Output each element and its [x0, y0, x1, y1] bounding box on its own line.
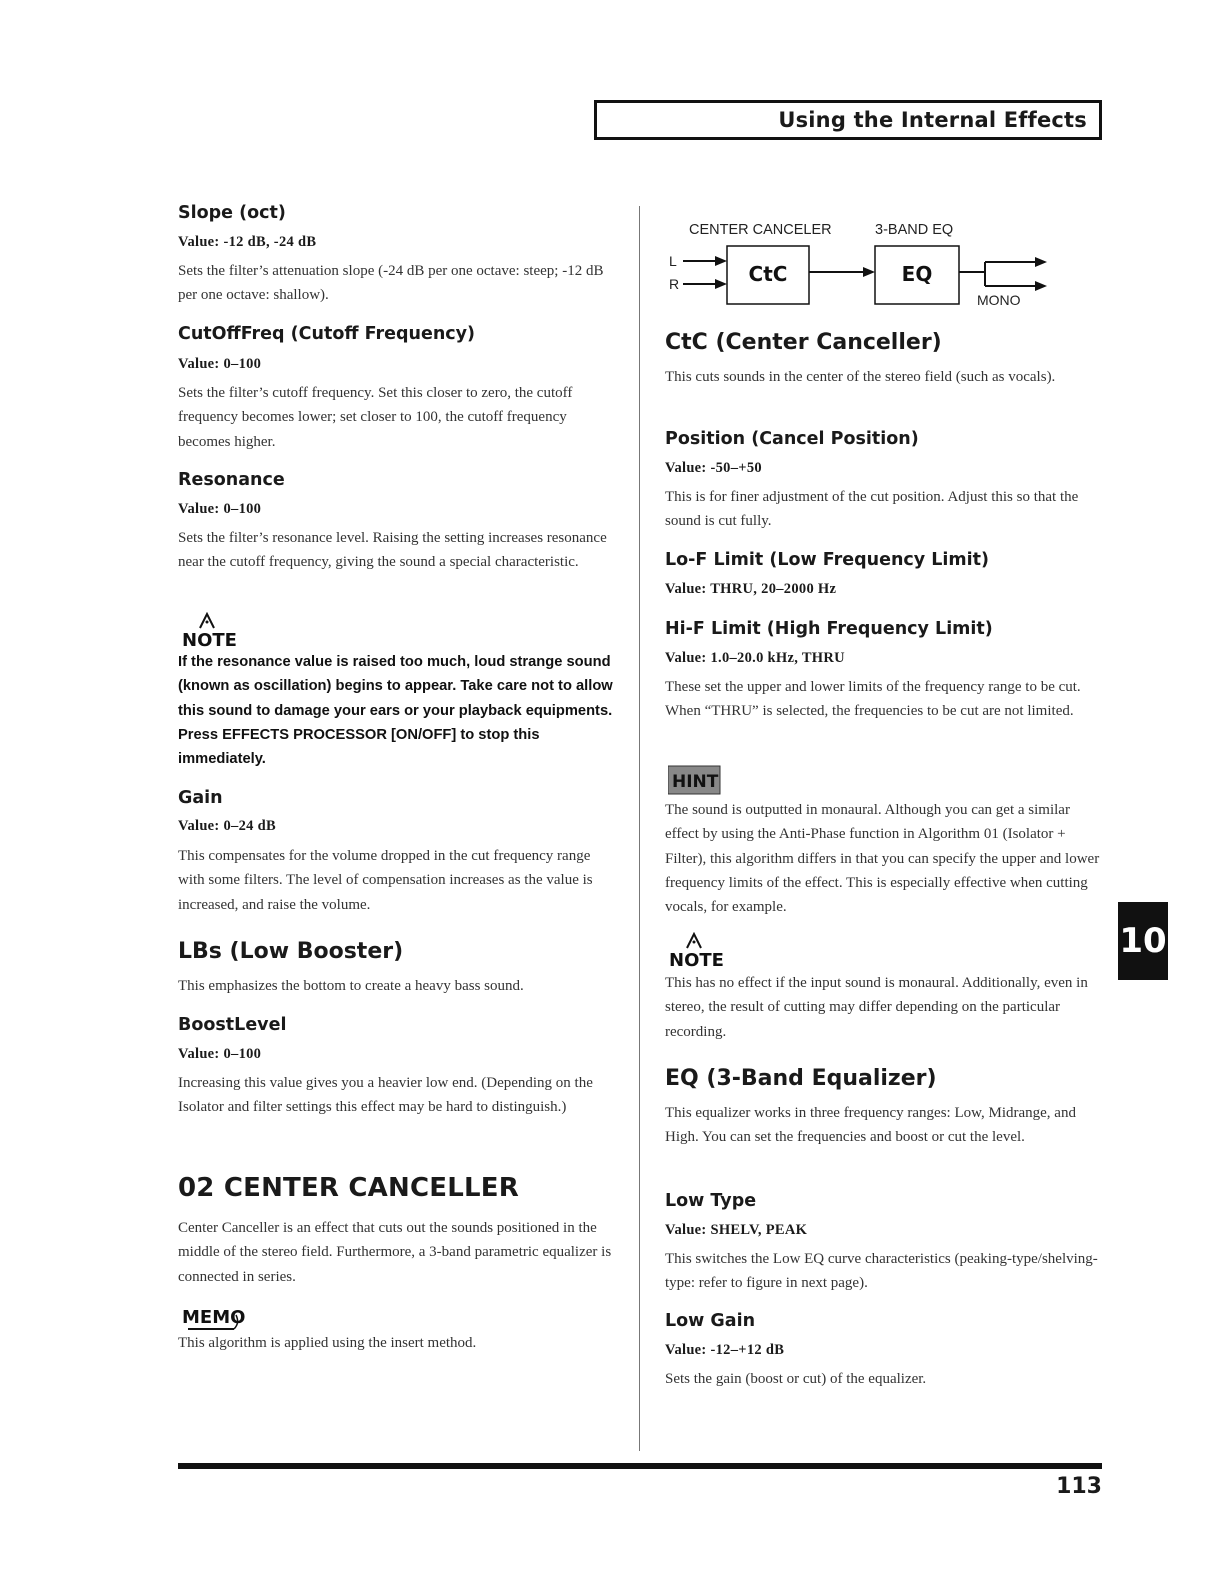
low-type-desc: This switches the Low EQ curve characteristics (peaking-type/shelving-type: refer to figure in next page).: [665, 1251, 1098, 1292]
lof-limit-value: Value: THRU, 20–2000 Hz: [665, 581, 837, 597]
slope-heading: Slope (oct): [178, 203, 286, 223]
boostlevel-desc: Increasing this value gives you a heavier low end. (Depending on the Isolator and filter settings this effect may be hard to distinguish.): [178, 1075, 593, 1116]
signal-flow-diagram: [665, 220, 1105, 315]
diagram-label-center-canceler: CENTER CANCELER: [689, 222, 832, 238]
low-gain-heading: Low Gain: [665, 1311, 756, 1331]
chapter-header-box: [594, 100, 1102, 140]
low-type-value: Value: SHELV, PEAK: [665, 1222, 808, 1238]
position-value: Value: -50–+50: [665, 460, 762, 476]
note-warning-text: If the resonance value is raised too much, loud strange sound (known as oscillation) begins to appear. Take care not to allow this sound to damage your ears or your playback equipments. Press EFFECTS PROCESSOR [ON/OFF] to stop this immediately.: [178, 654, 613, 768]
svg-text:L: L: [669, 253, 677, 269]
lbs-heading: LBs (Low Booster): [178, 939, 404, 964]
gain-desc: This compensates for the volume dropped in the cut frequency range with some filters. The level of compensation increases as the value is increased, and raise the volume.: [178, 848, 593, 913]
svg-text:MONO: MONO: [977, 292, 1021, 308]
svg-text:MEMO: MEMO: [182, 1307, 246, 1328]
column-divider: [639, 206, 640, 1451]
position-heading: Position (Cancel Position): [665, 429, 919, 449]
cutoff-value: Value: 0–100: [178, 356, 262, 372]
low-type-heading: Low Type: [665, 1191, 757, 1211]
svg-text:CtC: CtC: [748, 262, 788, 286]
hif-limit-desc: These set the upper and lower limits of the frequency range to be cut. When “THRU” is selected, the frequencies to be cut are not limited.: [665, 679, 1081, 720]
diagram-label-3band-eq: 3-BAND EQ: [875, 222, 954, 238]
gain-value: Value: 0–24 dB: [178, 818, 276, 834]
eq-heading: EQ (3-Band Equalizer): [665, 1066, 937, 1091]
signal-flow-graphic: [665, 220, 1105, 315]
cutoff-heading: CutOffFreq (Cutoff Frequency): [178, 324, 476, 344]
slope-desc: Sets the filter’s attenuation slope (-24 dB per one octave: steep; -12 dB per one octave: shallow).: [178, 263, 604, 304]
resonance-value: Value: 0–100: [178, 501, 262, 517]
hint-text: The sound is outputted in monaural. Although you can get a similar effect by using the Anti-Phase function in Algorithm 01 (Isolator + Filter), this algorithm differs in that you can specify the upper and lower frequency limits of the effect. This is especially effective when cutting vocals, for example.: [665, 802, 1100, 916]
svg-text:EQ: EQ: [901, 262, 933, 286]
svg-text:R: R: [669, 276, 680, 292]
boostlevel-value: Value: 0–100: [178, 1046, 262, 1062]
eq-desc: This equalizer works in three frequency ranges: Low, Midrange, and High. You can set the frequencies and boost or cut the level.: [665, 1105, 1076, 1146]
hif-limit-heading: Hi-F Limit (High Frequency Limit): [665, 619, 993, 639]
chapter-title: Using the Internal Effects: [778, 108, 1087, 132]
footer-rule: [178, 1463, 1102, 1469]
ctc-heading: CtC (Center Canceller): [665, 330, 942, 355]
note-icon: [667, 932, 727, 975]
svg-text:NOTE: NOTE: [669, 950, 724, 970]
note-text: This has no effect if the input sound is monaural. Additionally, even in stereo, the result of cutting may differ depending on the particular recording.: [665, 975, 1088, 1040]
hif-limit-value: Value: 1.0–20.0 kHz, THRU: [665, 650, 845, 666]
position-desc: This is for finer adjustment of the cut position. Adjust this so that the sound is cut fully.: [665, 489, 1079, 530]
resonance-heading: Resonance: [178, 470, 285, 490]
note-icon: [180, 612, 240, 655]
memo-text: This algorithm is applied using the insert method.: [178, 1335, 477, 1351]
gain-heading: Gain: [178, 788, 223, 808]
boostlevel-heading: BoostLevel: [178, 1015, 287, 1035]
svg-text:NOTE: NOTE: [182, 630, 237, 650]
hint-icon: [668, 764, 722, 801]
low-gain-value: Value: -12–+12 dB: [665, 1342, 785, 1358]
chapter-tab: 10: [1118, 902, 1168, 980]
lof-limit-heading: Lo-F Limit (Low Frequency Limit): [665, 550, 990, 570]
page-number: 113: [1056, 1474, 1102, 1499]
resonance-desc: Sets the filter’s resonance level. Raising the setting increases resonance near the cutoff frequency, giving the sound a special characteristic.: [178, 530, 607, 571]
slope-value: Value: -12 dB, -24 dB: [178, 234, 317, 250]
svg-text:HINT: HINT: [672, 772, 719, 792]
low-gain-desc: Sets the gain (boost or cut) of the equalizer.: [665, 1371, 927, 1387]
ctc-desc: This cuts sounds in the center of the stereo field (such as vocals).: [665, 369, 1056, 385]
center-canceller-desc: Center Canceller is an effect that cuts out the sounds positioned in the middle of the stereo field. Furthermore, a 3-band parametric equalizer is connected in series.: [178, 1220, 612, 1285]
cutoff-desc: Sets the filter’s cutoff frequency. Set this closer to zero, the cutoff frequency becomes lower; set closer to 100, the cutoff frequency becomes higher.: [178, 385, 573, 450]
lbs-desc: This emphasizes the bottom to create a heavy bass sound.: [178, 978, 524, 994]
center-canceller-heading: 02 CENTER CANCELLER: [178, 1173, 519, 1203]
